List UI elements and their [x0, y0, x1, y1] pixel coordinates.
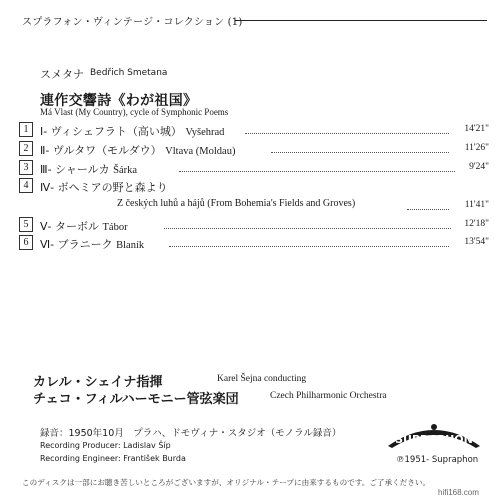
- track-duration: 13'54": [464, 237, 489, 247]
- track-title-en: Vltava (Moldau): [165, 146, 236, 157]
- track-duration: 11'26": [464, 143, 489, 153]
- track-title: [40, 123, 224, 139]
- track-row: [19, 178, 489, 196]
- leader-dots: [245, 133, 449, 134]
- track-duration: 11'41": [464, 200, 489, 210]
- logo-text: SUPRAPHON: [395, 433, 473, 446]
- track-title: [40, 161, 137, 177]
- track-number: 1: [19, 122, 33, 137]
- conductor-jp: カレル・シェイナ指揮: [33, 375, 163, 390]
- track-title: [40, 218, 128, 234]
- track-row: [19, 235, 489, 253]
- track-title: [40, 236, 144, 252]
- track-row: [19, 160, 489, 178]
- track-title-en: Tábor: [102, 222, 128, 233]
- leader-dots: [169, 246, 449, 247]
- leader-dots: [179, 171, 455, 172]
- track-title-jp: Ⅲ- シャールカ: [40, 163, 110, 176]
- track-number: 4: [19, 178, 33, 193]
- series-title: スプラフォン・ヴィンテージ・コレクション (1): [22, 17, 243, 28]
- track-number: 6: [19, 235, 33, 250]
- track-row: [19, 217, 489, 235]
- track-title-jp: Ⅳ- ボヘミアの野と森より: [40, 181, 168, 194]
- watermark: hifi168.com: [438, 488, 479, 497]
- track-subtitle-row: [19, 198, 489, 216]
- recording-producer: Recording Producer: Ladislav Šíp: [40, 441, 171, 450]
- leader-dots: [271, 152, 449, 153]
- track-row: [19, 122, 489, 140]
- work-title-en: Má Vlast (My Country), cycle of Symphonic Poems: [40, 107, 229, 117]
- supraphon-logo: [386, 420, 482, 450]
- track-duration: 12'18": [464, 219, 489, 229]
- track-title-jp: Ⅴ- ターボル: [40, 220, 99, 233]
- track-number: 3: [19, 160, 33, 175]
- track-duration: 14'21": [464, 124, 489, 134]
- composer-name-jp: スメタナ: [40, 68, 84, 81]
- conductor-en: Karel Šejna conducting: [217, 374, 307, 384]
- recording-engineer: Recording Engineer: František Burda: [40, 454, 186, 463]
- track-number: 5: [19, 217, 33, 232]
- track-title-jp: Ⅰ- ヴィシェフラト（高い城）: [40, 125, 182, 138]
- track-title: [40, 142, 235, 158]
- track-title-jp: Ⅵ- ブラニーク: [40, 238, 113, 251]
- leader-dots: [407, 209, 449, 210]
- track-number: 2: [19, 141, 33, 156]
- track-title-jp: Ⅱ- ヴルタワ（モルダウ）: [40, 144, 162, 157]
- track-title: [40, 179, 168, 195]
- orchestra-jp: チェコ・フィルハーモニー管弦楽団: [33, 392, 239, 407]
- composer-name-en: Bedřich Smetana: [90, 68, 168, 78]
- copyright: ℗1951- Supraphon: [396, 455, 479, 465]
- work-title-jp: 連作交響詩《わが祖国》: [40, 93, 198, 109]
- track-title-en: Blaník: [116, 240, 145, 251]
- track-title-en: Šárka: [113, 165, 138, 176]
- orchestra-en: Czech Philharmonic Orchestra: [270, 391, 387, 401]
- leader-dots: [164, 228, 451, 229]
- track-row: [19, 141, 489, 159]
- track-duration: 9'24": [469, 162, 489, 172]
- recording-info: 録音：1950年10月 プラハ、ドモヴィナ・スタジオ（モノラル録音）: [40, 428, 342, 439]
- track-subtitle: Z českých luhů a hájů (From Bohemia's Fields and Groves): [117, 198, 356, 209]
- disclaimer-note: このディスクは一部にお聴き苦しいところがございますが、オリジナル・テープに由来するものです。ご了承ください。: [22, 478, 431, 487]
- header-divider: [235, 20, 487, 21]
- track-title-en: Vyšehrad: [185, 127, 225, 138]
